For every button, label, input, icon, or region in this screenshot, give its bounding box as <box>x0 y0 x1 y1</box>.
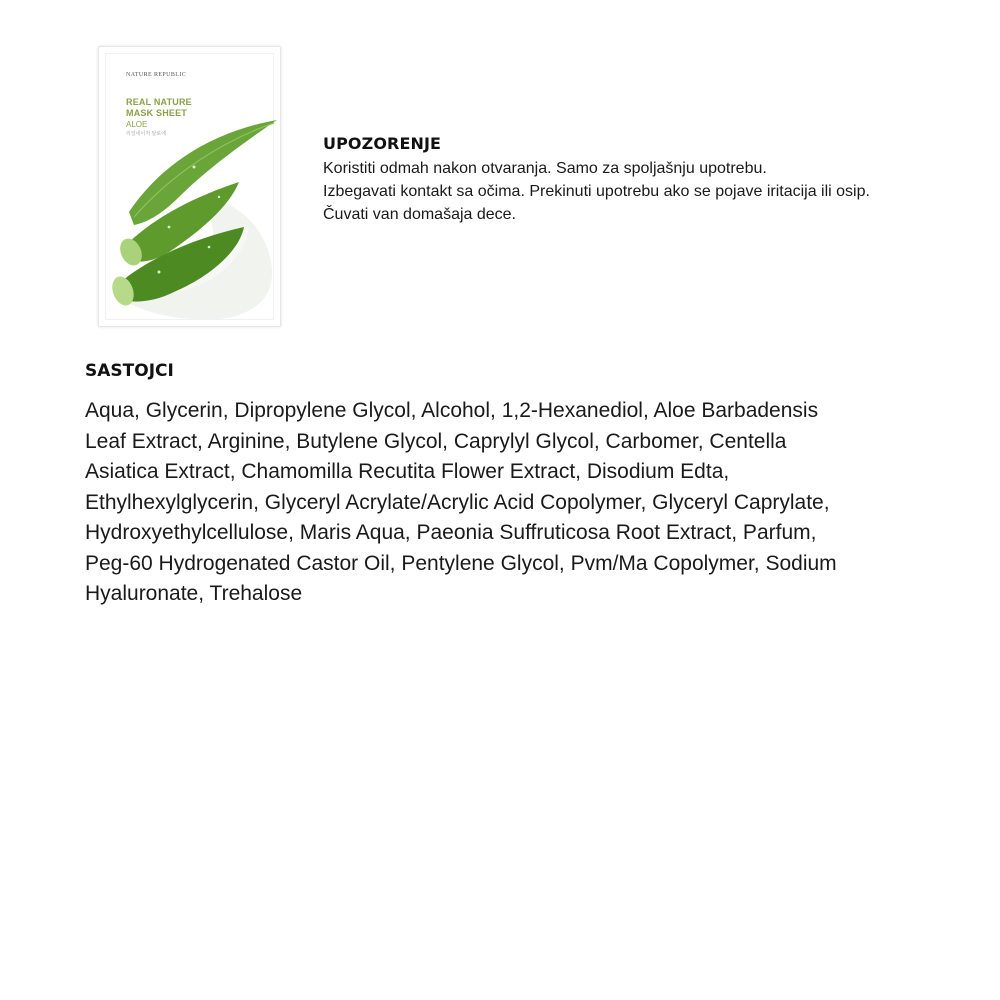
product-korean-text: 리얼네이처 알로에 <box>126 131 167 137</box>
product-title-line2: MASK SHEET <box>126 108 188 118</box>
product-variant: ALOE <box>126 120 148 129</box>
ingredients-line: Ethylhexylglycerin, Glyceryl Acrylate/Acrylic Acid Copolymer, Glyceryl Caprylate, <box>85 491 830 514</box>
ingredients-line: Leaf Extract, Arginine, Butylene Glycol, Caprylyl Glycol, Carbomer, Centella <box>85 430 787 453</box>
brand-name: NATURE REPUBLIC <box>126 72 187 78</box>
ingredients-heading: SASTOJCI <box>85 361 174 381</box>
ingredients-line: Peg-60 Hydrogenated Castor Oil, Pentylene Glycol, Pvm/Ma Copolymer, Sodium <box>85 552 837 575</box>
warning-line: Koristiti odmah nakon otvaranja. Samo za spoljašnju upotrebu. <box>323 160 767 177</box>
product-image <box>98 46 281 327</box>
warning-heading: UPOZORENJE <box>323 134 442 153</box>
ingredients-line: Asiatica Extract, Chamomilla Recutita Flower Extract, Disodium Edta, <box>85 460 730 483</box>
ingredients-line: Hyaluronate, Trehalose <box>85 582 303 605</box>
ingredients-line: Hydroxyethylcellulose, Maris Aqua, Paeonia Suffruticosa Root Extract, Parfum, <box>85 521 817 544</box>
warning-line: Čuvati van domašaja dece. <box>323 206 516 223</box>
product-title-line1: REAL NATURE <box>126 97 192 107</box>
warning-line: Izbegavati kontakt sa očima. Prekinuti upotrebu ako se pojave iritacija ili osip. <box>323 183 870 200</box>
aloe-illustration-icon <box>99 47 281 327</box>
ingredients-line: Aqua, Glycerin, Dipropylene Glycol, Alcohol, 1,2-Hexanediol, Aloe Barbadensis <box>85 399 819 422</box>
